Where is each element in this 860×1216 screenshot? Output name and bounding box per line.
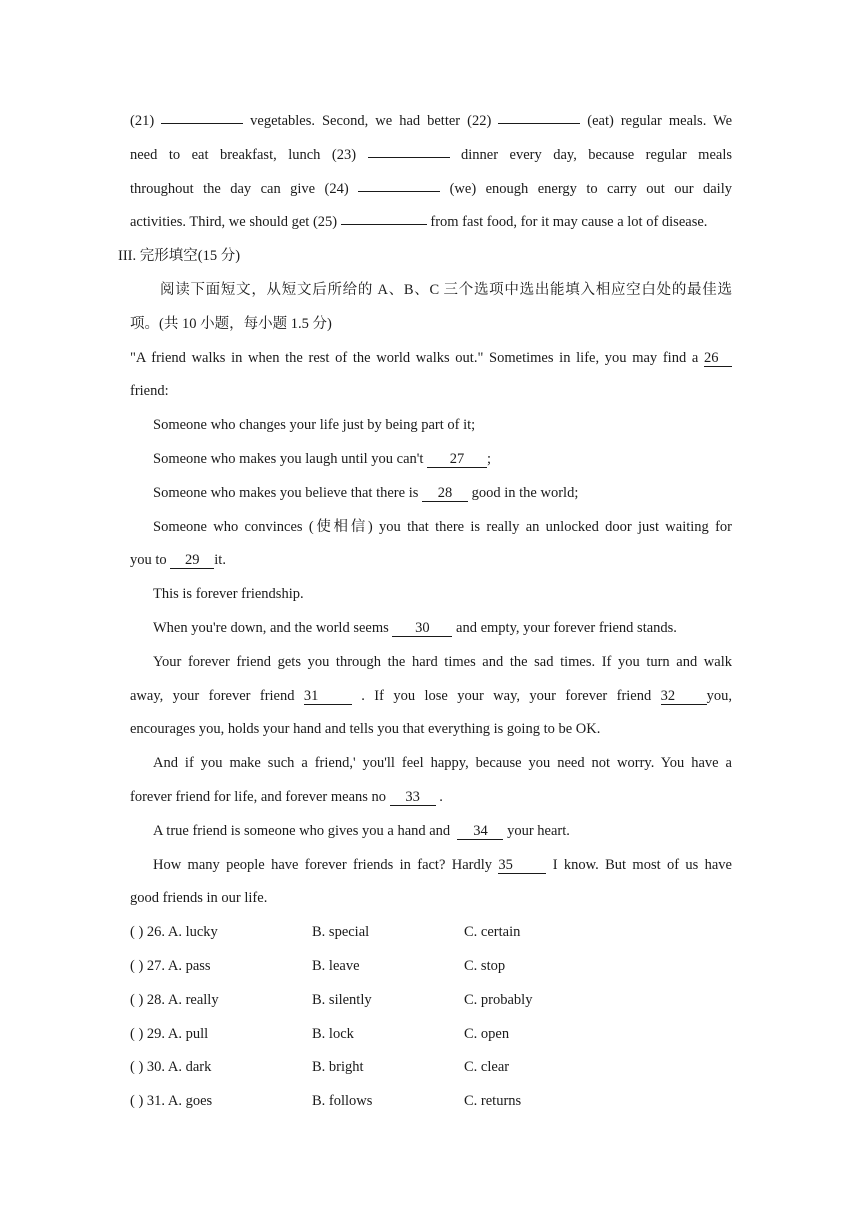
passage-line11: away, your forever friend 31 . If you lose your way, your forever friend 32 you, [130,687,733,704]
blank-35: 35 [498,858,546,874]
passage-line14: forever friend for life, and forever means no 33 . [130,788,443,805]
document-page [118,105,733,1119]
blank-26: 26 [704,351,732,367]
passage-line5: Someone who makes you believe that there is 28 good in the world; [153,484,579,501]
blank-33: 33 [390,790,436,806]
blank-24 [358,177,440,192]
passage-line7: you to 29 it. [130,552,226,569]
blank-21 [161,109,243,124]
passage-line13: And if you make such a friend,' you'll feel happy, because you need not worry. You have a [153,755,732,772]
option-row-29: ( ) 29. A. pull B. lock C. open [130,1025,510,1042]
passage-line15: A true friend is someone who gives you a hand and 34 your heart. [153,822,570,839]
passage-line8: This is forever friendship. [153,586,304,603]
passage-line16: How many people have forever friends in fact? Hardly 35 I know. But most of us have [153,856,732,873]
blank-29: 29 [170,553,214,569]
blank-30: 30 [392,621,452,637]
para1-line1: (21) vegetables. Second, we had better (22) (eat) regular meals. We [130,105,732,139]
passage-line3: Someone who changes your life just by being part of it; [153,417,476,434]
passage-line1: "A friend walks in when the rest of the world walks out." Sometimes in life, you may find a 26 [130,342,732,376]
blank-28: 28 [422,486,468,502]
option-row-26: ( ) 26. A. lucky B. special C. certain [130,924,521,941]
option-row-27: ( ) 27. A. pass B. leave C. stop [130,957,506,974]
passage-line2: friend: [130,383,169,400]
blank-23 [368,143,450,158]
passage-line17: good friends in our life. [130,890,268,907]
blank-27: 27 [427,452,487,468]
option-row-28: ( ) 28. A. really B. silently C. probably [130,991,533,1008]
blank-22 [498,109,580,124]
passage-line4: Someone who makes you laugh until you can't 27 ; [153,450,492,467]
instruction-line2: 项。(共 10 小题，每小题 1.5 分) [130,315,332,332]
blank-34: 34 [457,824,503,840]
option-row-31: ( ) 31. A. goes B. follows C. returns [130,1093,522,1110]
para1-line3: throughout the day can give (24) (we) enough energy to carry out our daily [130,173,732,207]
section-heading: III. 完形填空(15 分) [118,248,241,265]
para1-line4: activities. Third, we should get (25) from fast food, for it may cause a lot of disease. [130,206,732,240]
blank-32: 32 [661,689,707,705]
blank-31: 31 [304,689,352,705]
passage-line12: encourages you, holds your hand and tells you that everything is going to be OK. [130,721,601,738]
instruction-line1: 阅读下面短文，从短文后所给的 A、B、C 三个选项中选出能填入相应空白处的最佳选 [160,281,732,298]
para1-line2: need to eat breakfast, lunch (23) dinner every day, because regular meals [130,139,732,173]
passage-line6: Someone who convinces (使相信) you that there is really an unlocked door just waiting for [153,518,732,535]
blank-25 [341,210,427,225]
option-row-30: ( ) 30. A. dark B. bright C. clear [130,1059,510,1076]
passage-line10: Your forever friend gets you through the hard times and the sad times. If you turn and walk [153,653,732,670]
passage-line9: When you're down, and the world seems 30 and empty, your forever friend stands. [153,619,677,636]
